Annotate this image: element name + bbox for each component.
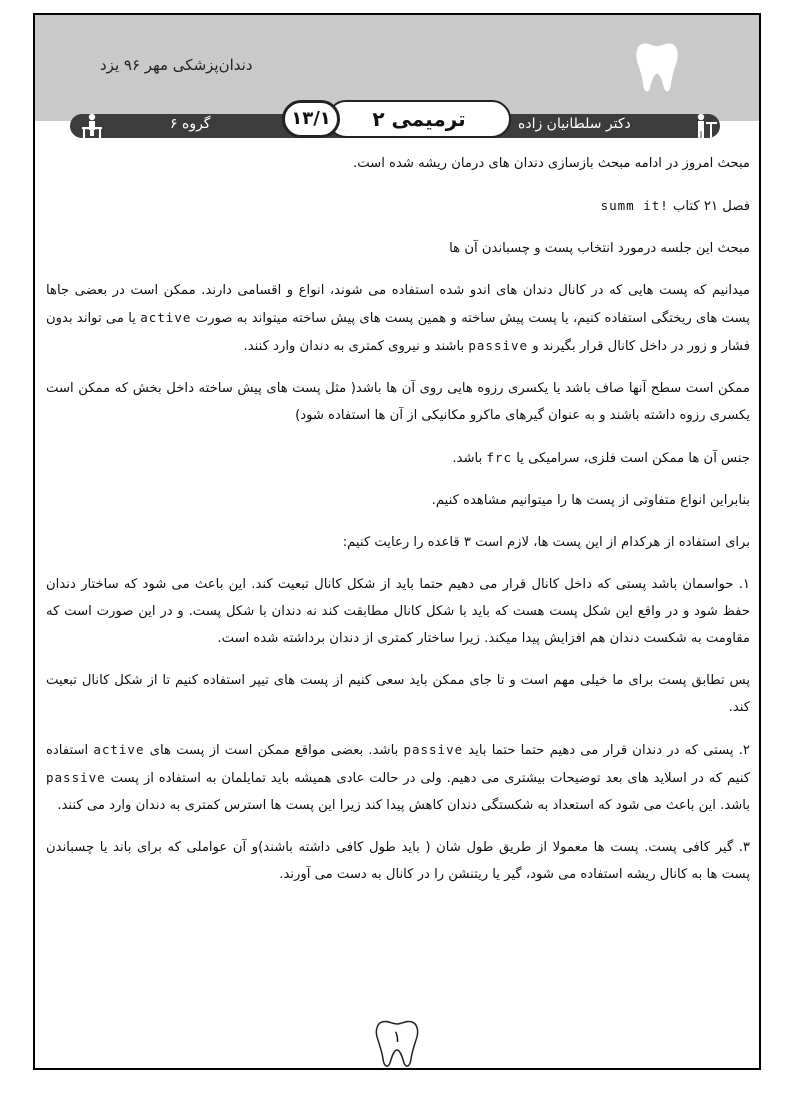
paragraph [46,444,750,472]
paragraph: مبحث این جلسه درمورد انتخاب پست و چسباندن آن ها [449,241,750,256]
document-body [46,150,750,903]
footer-tooth-icon [374,1018,420,1070]
latin-term: passive [403,742,464,757]
latin-term: active [140,310,192,325]
text-run: فصل ۲۱ کتاب [673,199,750,214]
paragraph [46,277,750,360]
text-run: جنس آن ها ممکن است فلزی، سرامیکی یا [516,451,750,466]
latin-term: passive [468,338,529,353]
paragraph: برای استفاده از هرکدام از این پست ها، لازم است ۳ قاعده را رعایت کنیم: [342,535,750,550]
latin-term: frc [486,450,512,465]
student-desk-icon [80,112,104,140]
site-title: دندان‌پزشکی مهر ۹۶ یزد [100,56,253,74]
group-label: گروه ۶ [170,116,211,132]
text-run: باشند و نیروی کمتری به دندان وارد کنند. [243,339,465,354]
paragraph: مبحث امروز در ادامه مبحث بازسازی دندان های درمان ریشه شده است. [353,156,750,171]
text-run: میدانیم که پست هایی که در کانال دندان های اندو شده استفاده می شوند، انواع و اقسامی دارند. ممکن است در بعضی جاها پست های ریختگی استفاده کنیم، یا پست پیش ساخته و همین پست های پیش ساخته میتواند به صورت [46,283,750,326]
latin-term: active [93,742,145,757]
paragraph [46,192,750,220]
text-run: ۲. پستی که در دندان قرار می دهیم حتما حتما باید [468,743,750,758]
paragraph: ۱. حواسمان باشد پستی که داخل کانال قرار می دهیم حتما باید از شکل کانال تبعیت کند. این باعث می شود که ساختار دندان حفظ شود و در واقع این شکل پست هست که باید با شکل کانال مطابقت کند نه دندان با شکل پست. و در این صورت است که مقاومت به شکست دندان هم افزایش پیدا میکند. زیرا ساختار کمتری از دندان برداشته شده است. [46,577,750,646]
lecture-subject: ترمیمی ۲ [327,100,511,138]
text-run: یا می تواند بدون فشار و زور در داخل کانال قرار بگیرند و [46,311,750,354]
page-number: ۱ [392,1027,402,1046]
text-run: باشد. [452,451,483,466]
paragraph: بنابراین انواع متفاوتی از پست ها را میتوانیم مشاهده کنیم. [431,493,750,508]
paragraph: پس تطابق پست برای ما خیلی مهم است و تا جای ممکن باید سعی کنیم از پست های تیپر استفاده کنیم تا از شکل کانال تبعیت کند. [46,673,750,715]
lecture-number: ۱۳/۱ [282,100,340,138]
text-run: باشد. این باعث می شود که استعداد به شکستگی دندان کاهش پیدا کند زیرا این پست ها استرس کمتری به دندان وارد می کنند. [57,798,750,813]
paragraph [46,736,750,819]
latin-term: passive [46,770,106,785]
teacher-icon [694,112,720,140]
author-name: دکتر سلطانیان زاده [518,116,631,132]
latin-term: summ it! [600,198,669,213]
text-run: استفاده کنیم که در اسلاید های بعد توضیحات بیشتری می دهیم. ولی در حالت عادی همیشه باید تمایلمان به استفاده از پست [46,743,750,786]
tooth-logo-icon [634,40,680,96]
paragraph: ممکن است سطح آنها صاف باشد یا یکسری رزوه هایی روی آن ها باشد( مثل پست های پیش ساخته داخل بخش که ممکن است یکسری رزوه داشته باشند و به عنوان گیرهای ماکرو مکانیکی از آن ها استفاده شود) [46,381,750,423]
paragraph: ۳. گیر کافی پست. پست ها معمولا از طریق طول شان ( باید طول کافی داشته باشند)و آن عواملی که برای باند یا چسباندن پست ها به کانال ریشه استفاده می شود، گیر یا ریتنشن را در کانال به دست می آورند. [46,840,750,882]
text-run: باشد. بعضی مواقع ممکن است از پست های [149,743,399,758]
